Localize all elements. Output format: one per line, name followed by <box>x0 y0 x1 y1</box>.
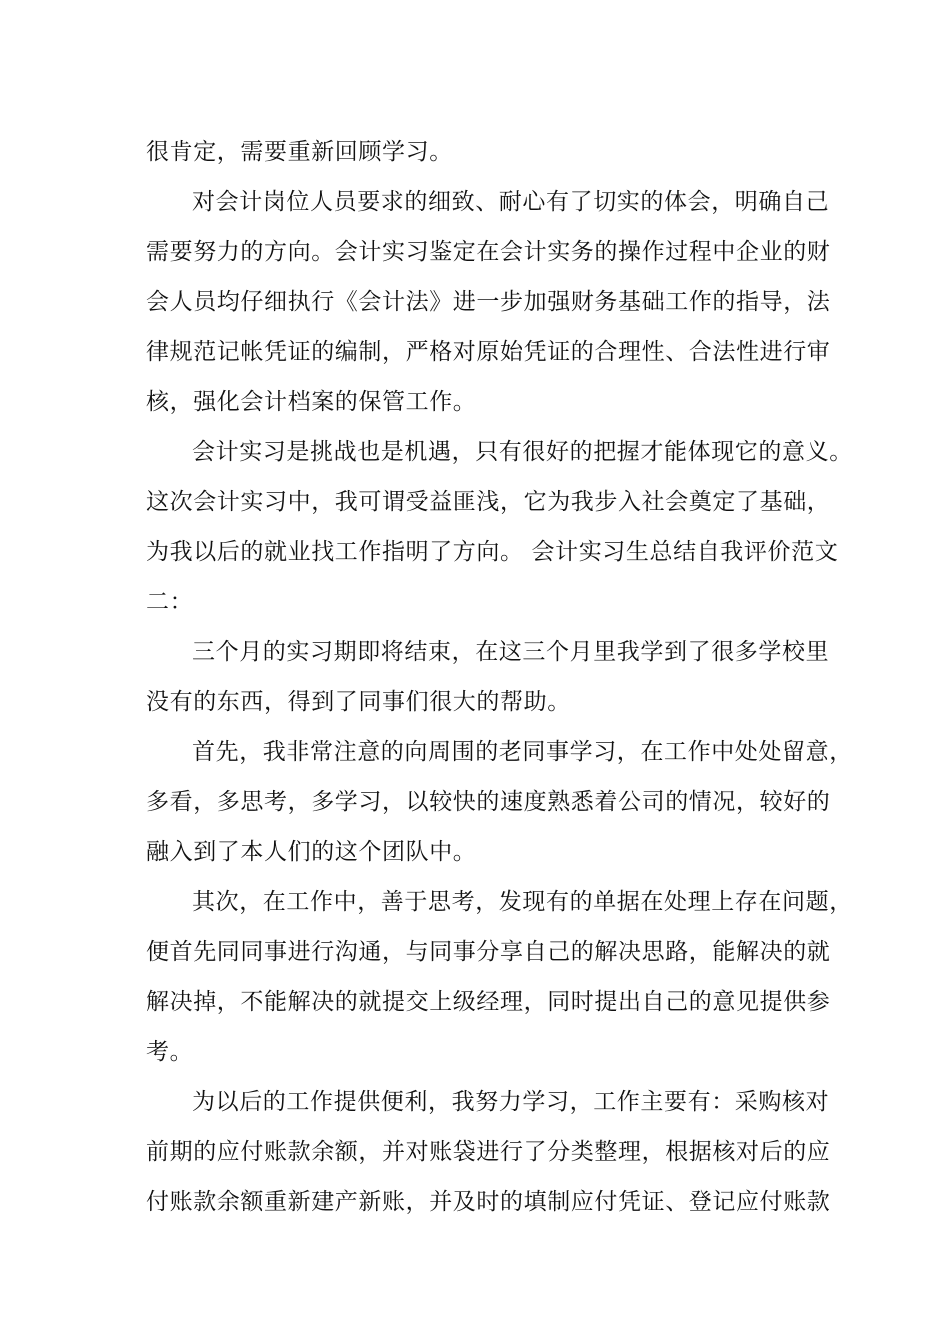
text-line: 便首先同同事进行沟通，与同事分享自己的解决思路，能解决的就 <box>146 939 831 965</box>
text-line: 很肯定，需要重新回顾学习。 <box>146 139 453 165</box>
text-line: 首先，我非常注意的向周围的老同事学习，在工作中处处留意， <box>192 739 853 765</box>
text-line: 对会计岗位人员要求的细致、耐心有了切实的体会，明确自己 <box>192 189 830 215</box>
text-line: 二： <box>146 589 194 615</box>
text-line: 多看，多思考，多学习，以较快的速度熟悉着公司的情况，较好的 <box>146 789 831 815</box>
text-line: 为以后的工作提供便利，我努力学习，工作主要有：采购核对 <box>192 1089 830 1115</box>
text-line: 其次，在工作中，善于思考，发现有的单据在处理上存在问题， <box>192 889 853 915</box>
text-line: 三个月的实习期即将结束，在这三个月里我学到了很多学校里 <box>192 639 830 665</box>
text-line: 没有的东西，得到了同事们很大的帮助。 <box>146 689 571 715</box>
text-line: 付账款余额重新建产新账，并及时的填制应付凭证、登记应付账款 <box>146 1189 831 1215</box>
text-line: 会计实习是挑战也是机遇，只有很好的把握才能体现它的意义。 <box>192 439 853 465</box>
text-line: 这次会计实习中，我可谓受益匪浅，它为我步入社会奠定了基础， <box>146 489 831 515</box>
text-line: 需要努力的方向。会计实习鉴定在会计实务的操作过程中企业的财 <box>146 239 831 265</box>
text-line: 考。 <box>146 1039 194 1065</box>
text-line: 会人员均仔细执行《会计法》进一步加强财务基础工作的指导，法 <box>146 289 831 315</box>
text-line: 为我以后的就业找工作指明了方向。 会计实习生总结自我评价范文 <box>146 539 839 565</box>
text-line: 核，强化会计档案的保管工作。 <box>146 389 477 415</box>
text-line: 融入到了本人们的这个团队中。 <box>146 839 477 865</box>
text-line: 律规范记帐凭证的编制，严格对原始凭证的合理性、合法性进行审 <box>146 339 831 365</box>
text-line: 解决掉，不能解决的就提交上级经理，同时提出自己的意见提供参 <box>146 989 831 1015</box>
text-line: 前期的应付账款余额，并对账袋进行了分类整理，根据核对后的应 <box>146 1139 831 1165</box>
